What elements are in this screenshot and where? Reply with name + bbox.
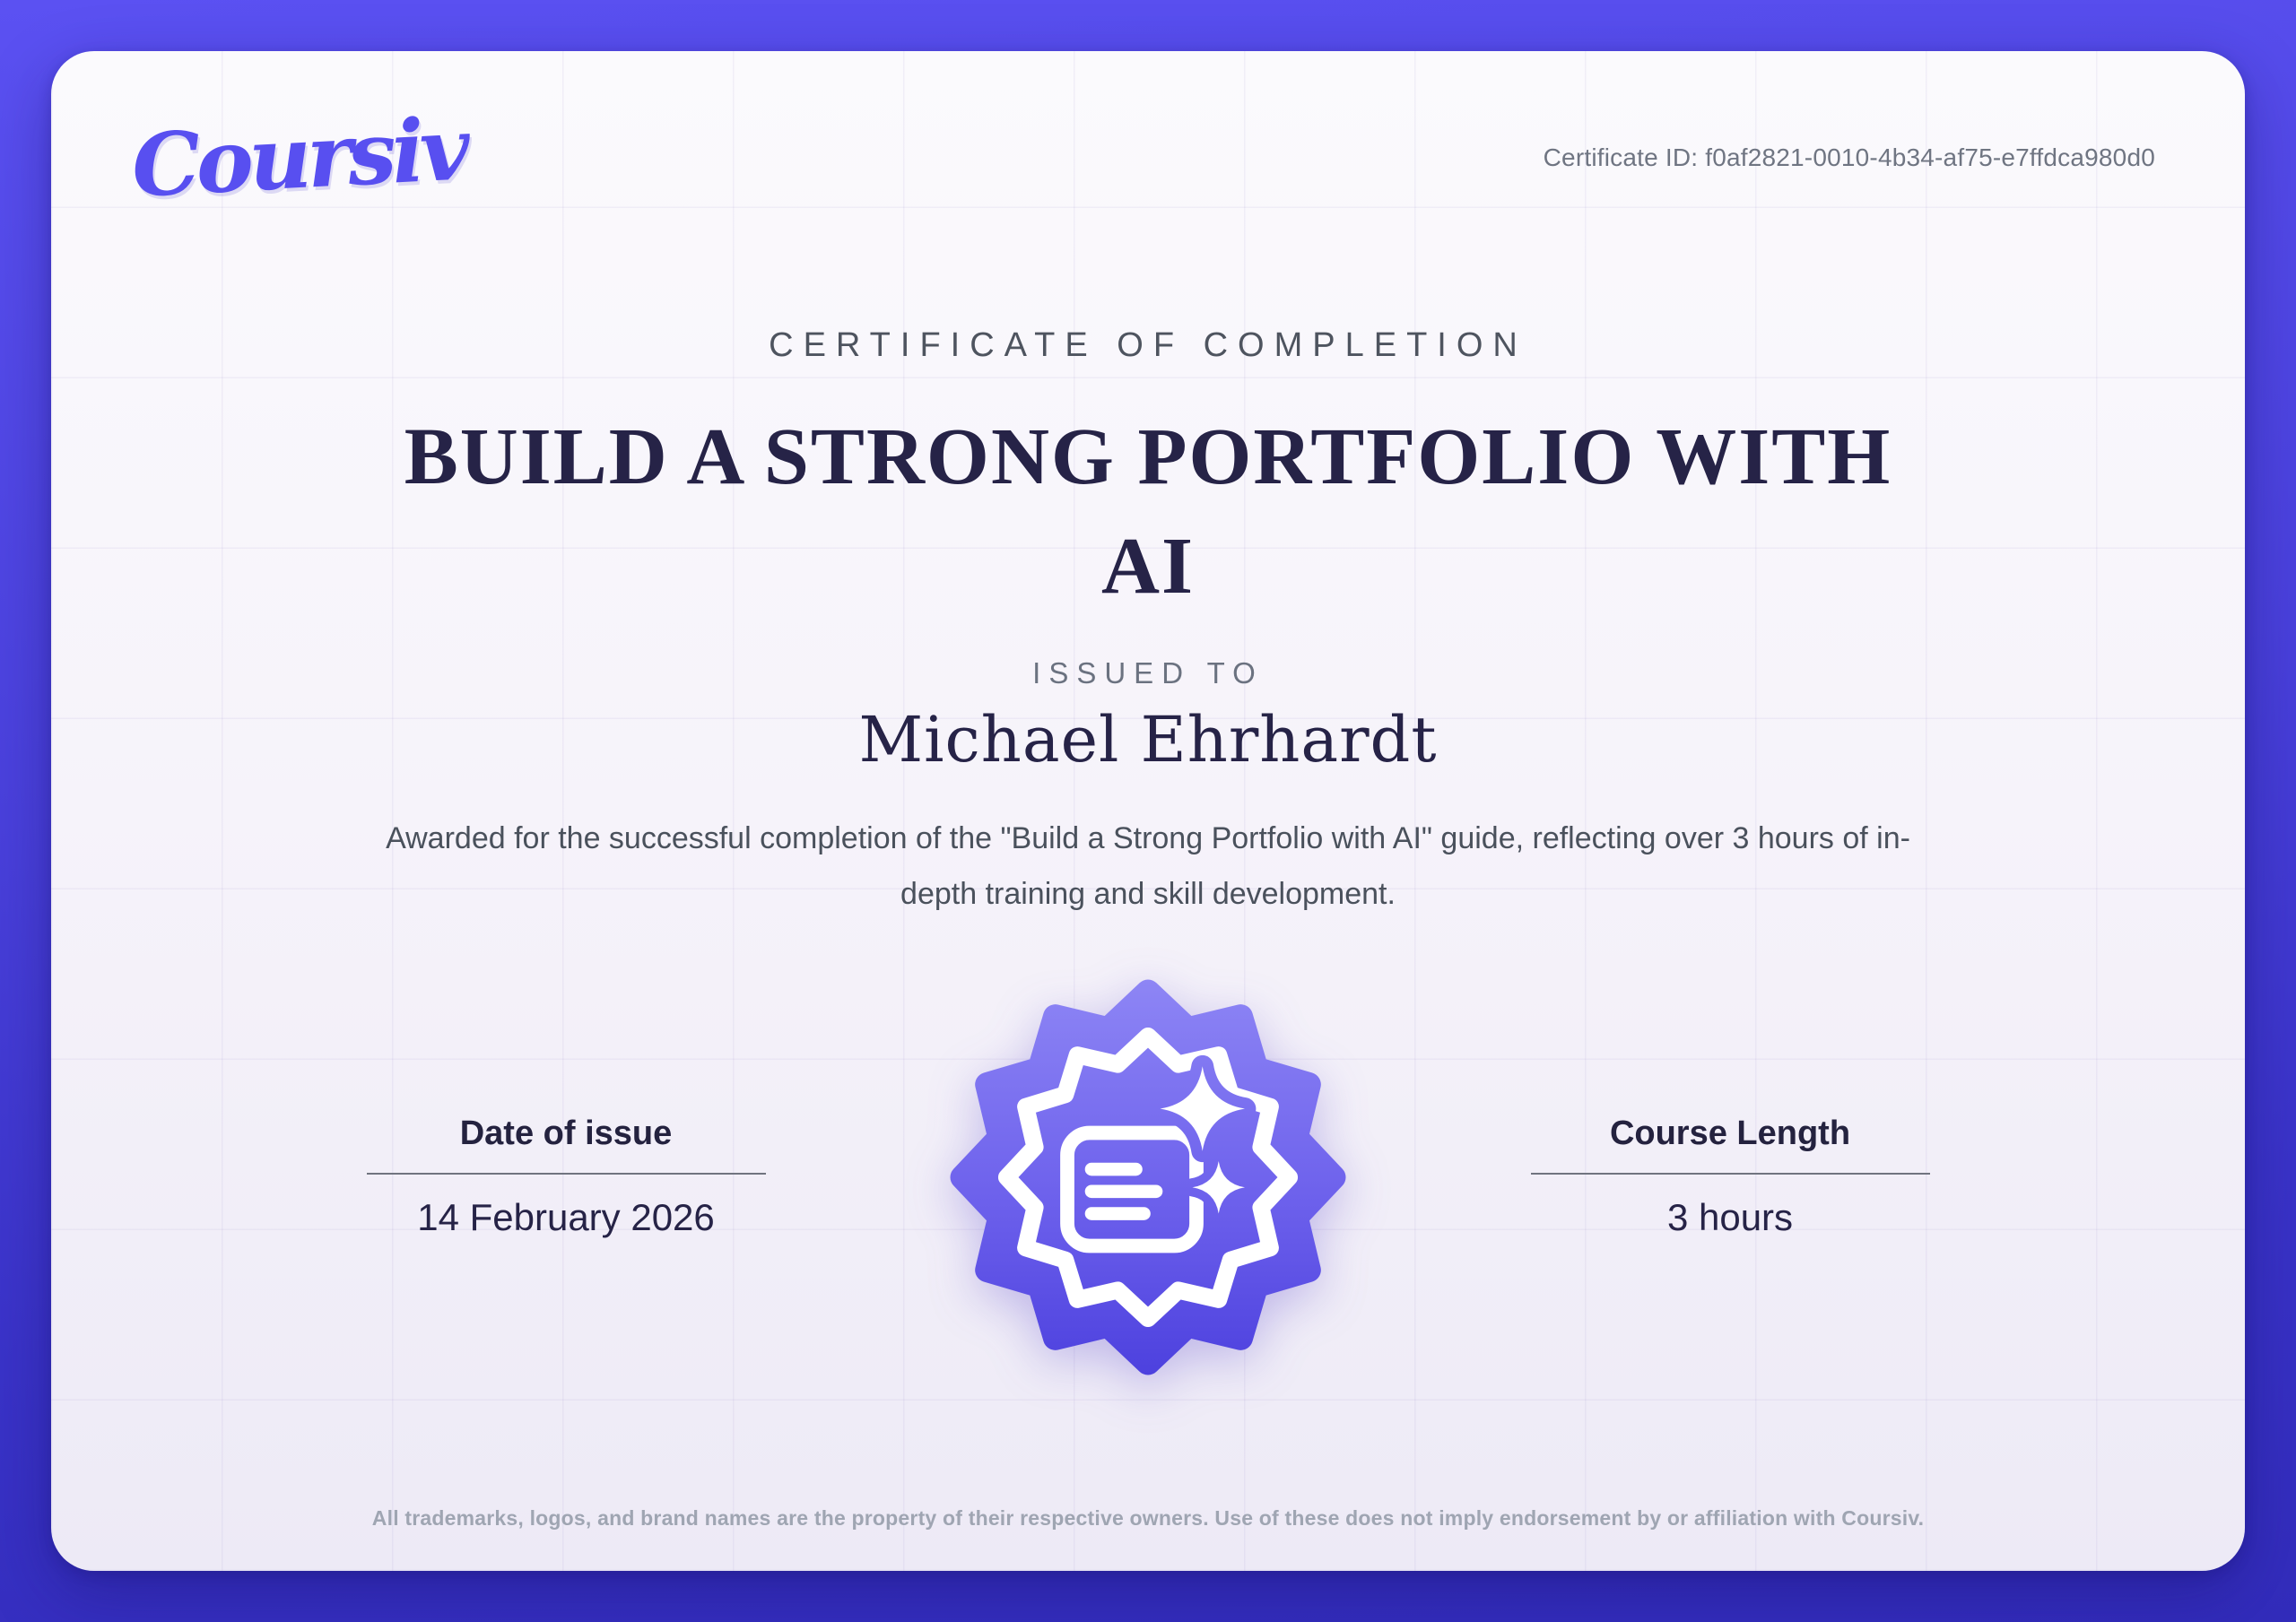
course-title-line2: AI — [1100, 522, 1196, 612]
certificate-id-value: f0af2821-0010-4b34-af75-e7ffdca980d0 — [1705, 143, 2155, 171]
completion-badge — [946, 976, 1350, 1379]
date-of-issue-label: Date of issue — [459, 1115, 673, 1153]
document-sparkle-seal-icon — [946, 976, 1350, 1379]
date-divider — [367, 1173, 766, 1175]
certificate-details — [51, 976, 2245, 1379]
certificate-header — [51, 51, 2245, 217]
certificate-type-heading: CERTIFICATE OF COMPLETION — [769, 326, 1527, 364]
issued-to-label: ISSUED TO — [1032, 655, 1264, 690]
disclaimer-text: All trademarks, logos, and brand names are the property of their respective owners. Use of these does not imply endorsement by or affiliation with Coursiv. — [371, 1506, 1925, 1530]
course-length-value: 3 hours — [1666, 1196, 1794, 1239]
course-length-divider — [1531, 1173, 1930, 1175]
award-description-line1: Awarded for the successful completion of the "Build a Strong Portfolio with AI" guide, reflecting over 3 hours of in- — [386, 820, 1910, 855]
date-of-issue-value: 14 February 2026 — [417, 1196, 715, 1239]
recipient-name: Michael Ehrhardt — [858, 702, 1438, 776]
date-of-issue-block — [315, 1115, 817, 1239]
coursiv-logo: Coursiv — [129, 98, 468, 217]
certificate-id — [1544, 143, 2155, 172]
award-description — [233, 811, 2063, 922]
course-title-line1: BUILD A STRONG PORTFOLIO WITH — [404, 412, 1892, 501]
course-title — [296, 403, 2000, 622]
course-length-label: Course Length — [1609, 1115, 1851, 1153]
award-description-line2: depth training and skill development. — [900, 876, 1396, 911]
certificate-card — [51, 51, 2245, 1571]
course-length-block — [1479, 1115, 1981, 1239]
certificate-id-label: Certificate ID: — [1543, 143, 1699, 171]
